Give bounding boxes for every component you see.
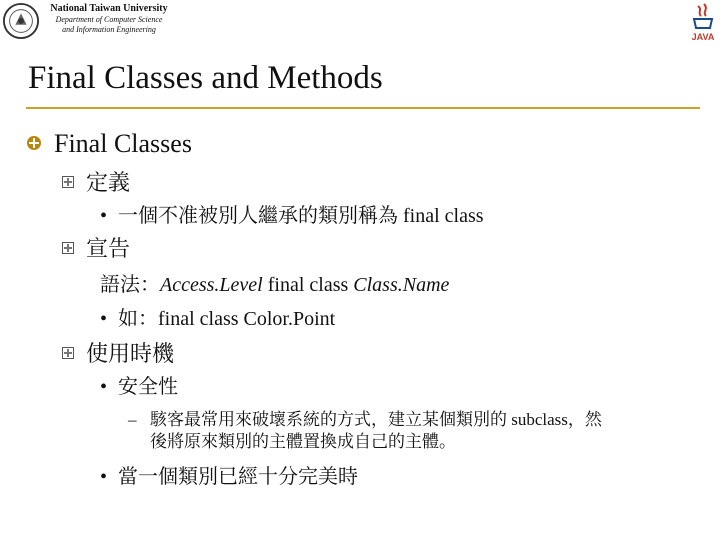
circle-bullet-icon [26, 135, 42, 151]
definition-heading: 定義 [86, 170, 131, 195]
department-line-2: and Information Engineering [62, 25, 156, 34]
title-divider [26, 107, 700, 109]
square-bullet-icon [62, 176, 74, 188]
syntax-prefix: 語法： [100, 274, 160, 296]
dot-bullet-icon: • [100, 308, 108, 330]
level1-final-classes: Final Classes [54, 129, 192, 158]
security-item [100, 375, 178, 399]
dash-bullet-icon: – [128, 410, 137, 429]
definition-item [100, 204, 484, 228]
dot-bullet-icon: • [100, 466, 108, 488]
complete-item [100, 465, 358, 489]
square-bullet-icon [62, 242, 74, 254]
square-bullet-icon [62, 347, 74, 359]
security-detail-line-1: – 駭客最常用來破壞系統的方式，建立某個類別的 subclass，然 [128, 410, 602, 429]
definition-text: 一個不准被別人繼承的類別稱為 final class [118, 205, 484, 227]
example-item [100, 307, 335, 331]
java-logo-text: JAVA [691, 32, 715, 42]
java-logo-icon [689, 2, 717, 42]
declaration-heading: 宣告 [86, 236, 131, 261]
syntax-middle: final class [262, 274, 354, 296]
dot-bullet-icon: • [100, 376, 108, 398]
university-seal-icon [2, 2, 40, 40]
dot-bullet-icon: • [100, 205, 108, 227]
university-name: National Taiwan University [50, 3, 168, 14]
security-text: 安全性 [118, 376, 178, 398]
slide-title: Final Classes and Methods [28, 60, 383, 96]
complete-text: 當一個類別已經十分完美時 [118, 466, 358, 488]
department-line-1: Department of Computer Science [55, 15, 163, 24]
example-text: 如：final class Color.Point [118, 308, 336, 330]
syntax-class-name: Class.Name [353, 274, 450, 296]
security-detail-line-2: 後將原來類別的主體置換成自己的主體。 [150, 432, 456, 451]
timing-heading: 使用時機 [86, 341, 175, 366]
university-header [44, 3, 174, 35]
syntax-access-level: Access.Level [160, 274, 263, 296]
syntax-line [100, 273, 449, 297]
